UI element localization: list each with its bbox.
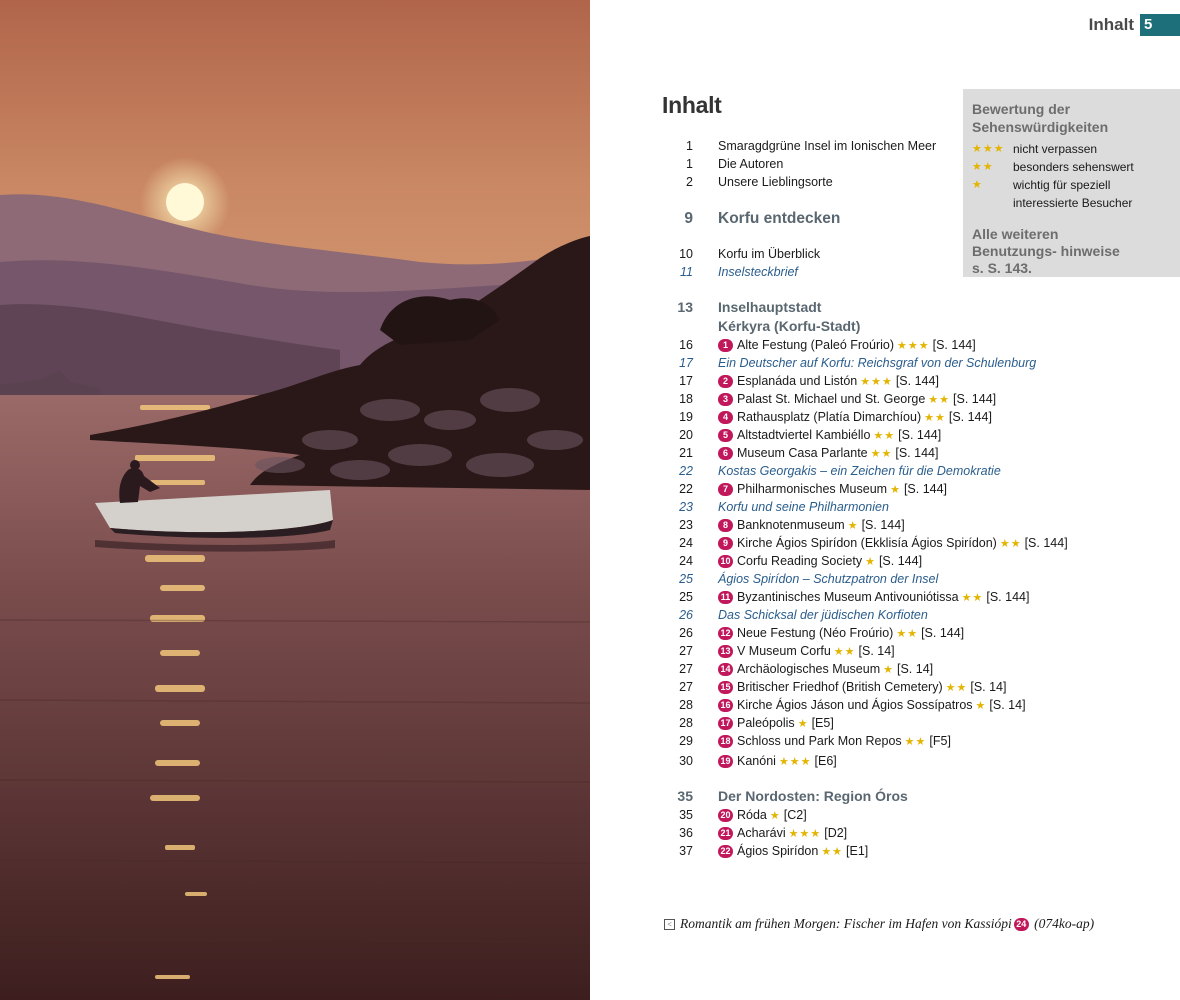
sight-number-badge: 5 <box>718 429 733 442</box>
toc-page-number: 17 <box>679 356 693 370</box>
toc-entry-title: Museum Casa Parlante <box>737 446 868 460</box>
toc-page-number: 11 <box>680 265 693 279</box>
map-reference: [F5] <box>929 734 951 748</box>
toc-page-number: 30 <box>679 754 693 768</box>
toc-entry-title: Corfu Reading Society <box>737 554 863 568</box>
toc-entry-content <box>718 661 933 678</box>
toc-entry-title: Rathausplatz (Platía Dimarchíou) <box>737 410 922 424</box>
star-icon: ★★ <box>873 430 896 442</box>
sight-number-badge: 22 <box>718 845 733 858</box>
star-icon: ★★ <box>961 592 984 604</box>
toc-entry-content <box>718 553 922 570</box>
toc-entry-content <box>718 318 860 335</box>
toc-entry-content <box>718 409 992 426</box>
sight-number-badge: 21 <box>718 827 733 840</box>
sight-number-badge: 18 <box>718 735 733 748</box>
toc-entry-content <box>718 355 1036 371</box>
toc-entry-title: Smaragdgrüne Insel im Ionischen Meer <box>718 139 937 153</box>
toc-page-number: 2 <box>686 175 693 189</box>
toc-page-number: 23 <box>679 518 693 532</box>
toc-entry-content <box>718 264 798 280</box>
toc-page-number: 19 <box>679 410 693 424</box>
map-reference: [S. 144] <box>1024 536 1068 550</box>
toc-page-number: 20 <box>679 428 693 442</box>
toc-entry-content <box>718 788 908 805</box>
toc-page-number: 26 <box>679 608 693 622</box>
toc-page-number: 37 <box>679 844 693 858</box>
rating-legend <box>963 89 1180 277</box>
map-reference: [E6] <box>814 754 837 768</box>
toc-entry-title: Korfu entdecken <box>718 210 841 227</box>
toc-entry-title: Byzantinisches Museum Antivouniótissa <box>737 590 959 604</box>
map-reference: [S. 144] <box>895 446 939 460</box>
toc-page <box>590 0 1180 1000</box>
running-head <box>1089 14 1180 36</box>
toc-entry-content <box>718 156 783 172</box>
toc-page-number: 9 <box>684 210 693 227</box>
map-reference: [S. 144] <box>898 428 942 442</box>
legend-title: Bewertung der Sehenswürdigkeiten <box>972 101 1109 135</box>
toc-page-number: 21 <box>679 446 693 460</box>
sight-number-badge: 13 <box>718 645 733 658</box>
map-reference: [D2] <box>824 826 848 840</box>
map-reference: [S. 144] <box>861 518 905 532</box>
sight-number-badge: 3 <box>718 393 733 406</box>
toc-entry-content <box>718 571 938 587</box>
star-icon: ★★ <box>999 538 1022 550</box>
star-icon: ★ <box>883 664 894 676</box>
toc-page-number: 35 <box>679 808 693 822</box>
toc-page-number: 17 <box>679 374 693 388</box>
star-icon: ★ <box>847 520 859 532</box>
toc-entry-title: Alte Festung (Paleó Froúrio) <box>737 338 895 352</box>
toc-entry-title: Kirche Ágios Jáson und Ágios Sossípatros <box>737 698 973 712</box>
sight-number-badge: 20 <box>718 809 733 822</box>
toc-entry-title: Acharávi <box>737 826 786 840</box>
toc-page-number: 24 <box>679 536 693 550</box>
toc-title: Inhalt <box>662 92 722 118</box>
toc-page-number: 10 <box>679 247 693 261</box>
sight-number-badge: 8 <box>718 519 733 532</box>
toc-page-number: 16 <box>679 338 693 352</box>
toc-page-number: 27 <box>679 644 693 658</box>
toc-page-number: 27 <box>679 662 693 676</box>
legend-row <box>972 158 1180 176</box>
star-icon: ★★ <box>870 448 893 460</box>
map-reference: [S. 144] <box>903 482 948 496</box>
sight-number-badge: 11 <box>718 591 733 604</box>
star-icon: ★ <box>890 484 901 496</box>
toc-page-number: 13 <box>677 299 693 315</box>
toc-page-number: 35 <box>677 788 693 804</box>
toc-entry-content <box>718 807 807 824</box>
star-icon: ★ <box>797 718 809 730</box>
running-head-title: Inhalt <box>1088 15 1134 34</box>
caption-badge: 24 <box>1014 918 1029 931</box>
toc-entry-title: Der Nordosten: Region Óros <box>718 788 908 804</box>
toc-entry-title: Paleópolis <box>737 716 795 730</box>
toc-entry-title: Inselhauptstadt <box>718 299 822 315</box>
toc-entry-title: Inselsteckbrief <box>718 265 798 279</box>
toc-page-number: 28 <box>679 698 693 712</box>
map-reference: [S. 14] <box>897 662 934 676</box>
toc-page-number: 1 <box>686 157 693 171</box>
toc-page-number: 26 <box>679 626 693 640</box>
star-icon: ★★★ <box>788 828 822 840</box>
toc-entry-title: Kostas Georgakis – ein Zeichen für die Demokratie <box>718 464 1001 478</box>
toc-entry-content <box>718 625 964 642</box>
toc-entry-title: Kérkyra (Korfu-Stadt) <box>718 318 861 334</box>
toc-entry-content <box>718 643 895 660</box>
toc-entry-content <box>718 138 936 154</box>
toc-page-number: 1 <box>686 139 693 153</box>
toc-entry-title: Altstadtviertel Kambiéllo <box>737 428 871 442</box>
toc-entry-content <box>718 174 833 190</box>
sight-number-badge: 1 <box>718 339 733 352</box>
toc-entry-title: Esplanáda und Listón <box>737 374 858 388</box>
toc-entry-content <box>718 445 938 462</box>
toc-entry-content <box>718 589 1029 606</box>
toc-entry-title: Britischer Friedhof (British Cemetery) <box>737 680 943 694</box>
toc-entry-title: Banknotenmuseum <box>737 518 845 532</box>
toc-entry-content <box>718 210 840 228</box>
toc-entry-content <box>718 535 1068 552</box>
caption-code: (074ko-ap) <box>1034 916 1095 931</box>
toc-page-number: 28 <box>679 716 693 730</box>
star-icon: ★★★ <box>778 756 812 768</box>
toc-entry-content <box>718 499 889 515</box>
sight-number-badge: 2 <box>718 375 733 388</box>
toc-entry-title: Das Schicksal der jüdischen Korfioten <box>718 608 928 622</box>
star-icon: ★★ <box>833 646 856 658</box>
toc-entry-title: V Museum Corfu <box>737 644 831 658</box>
legend-row <box>972 176 1180 212</box>
star-icon: ★★★ <box>897 340 930 352</box>
toc-entry-title: Ágios Spirídon – Schutzpatron der Insel <box>718 572 939 586</box>
map-reference: [S. 144] <box>895 374 939 388</box>
toc-entry-content <box>718 733 951 750</box>
toc-entry-content <box>718 679 1006 696</box>
toc-entry-content <box>718 373 939 390</box>
map-reference: [S. 144] <box>986 590 1030 604</box>
toc-entry-title: Korfu und seine Philharmonien <box>718 500 889 514</box>
caption-text: Romantik am frühen Morgen: Fischer im Hafen von Kassiópi <box>680 916 1012 931</box>
sight-number-badge: 4 <box>718 411 733 424</box>
toc-entry-content <box>718 463 1001 479</box>
toc-entry-title: Unsere Lieblingsorte <box>718 175 833 189</box>
toc-entry-title: Schloss und Park Mon Repos <box>737 734 902 748</box>
toc-page-number: 25 <box>679 590 693 604</box>
sight-number-badge: 16 <box>718 699 733 712</box>
toc-page-number: 24 <box>679 554 693 568</box>
toc-entry-content <box>718 517 905 534</box>
toc-page-number: 18 <box>679 392 693 406</box>
legend-label: besonders sehenswert <box>1013 160 1134 174</box>
map-reference: [S. 14] <box>970 680 1007 694</box>
legend-rows <box>972 140 1180 212</box>
toc-entry-title: Korfu im Überblick <box>718 247 821 261</box>
toc-entry-content <box>718 843 868 860</box>
star-icon: ★★ <box>928 394 951 406</box>
star-icon: ★ <box>975 700 987 712</box>
toc-entry-title: Ein Deutscher auf Korfu: Reichsgraf von der Schulenburg <box>718 356 1037 370</box>
toc-entry-title: Palast St. Michael und St. George <box>737 392 926 406</box>
toc-page-number: 27 <box>679 680 693 694</box>
toc-entry-title: Róda <box>737 808 767 822</box>
sight-number-badge: 17 <box>718 717 733 730</box>
toc-entry-title: Kanóni <box>737 754 776 768</box>
toc-page-number: 36 <box>679 826 693 840</box>
star-icon: ★ <box>865 556 876 568</box>
toc-entry-content <box>718 246 820 262</box>
toc-entry-content <box>718 299 821 316</box>
map-reference: [S. 144] <box>953 392 997 406</box>
star-icon: ★★ <box>972 161 994 173</box>
legend-label: wichtig für speziell interessierte Besucher <box>1013 178 1133 210</box>
sight-number-badge: 14 <box>718 663 733 676</box>
toc-entry-content <box>718 825 847 842</box>
toc-entry-content <box>718 715 834 732</box>
toc-entry-content <box>718 697 1026 714</box>
star-icon: ★ <box>972 179 983 191</box>
legend-label: nicht verpassen <box>1013 142 1098 156</box>
star-icon: ★★ <box>945 682 968 694</box>
sight-number-badge: 15 <box>718 681 733 694</box>
star-icon: ★★★ <box>972 143 1005 155</box>
map-reference: [C2] <box>783 808 807 822</box>
toc-entry-title: Kirche Ágios Spirídon (Ekklisía Ágios Spirídon) <box>737 536 997 550</box>
toc-entry-content <box>718 607 928 623</box>
toc-entry-title: Archäologisches Museum <box>737 662 881 676</box>
toc-page-number: 22 <box>679 464 693 478</box>
sight-number-badge: 7 <box>718 483 733 496</box>
arrow-left-icon: < <box>664 919 675 930</box>
map-reference: [S. 144] <box>948 410 992 424</box>
toc-entry-content <box>718 337 976 354</box>
map-reference: [S. 14] <box>858 644 895 658</box>
toc-entry-content <box>718 427 941 444</box>
map-reference: [E5] <box>811 716 834 730</box>
sight-number-badge: 12 <box>718 627 733 640</box>
toc-entry-title: Die Autoren <box>718 157 784 171</box>
toc-page-number: 29 <box>679 734 693 748</box>
toc-page-number: 23 <box>679 500 693 514</box>
star-icon: ★★ <box>896 628 919 640</box>
star-icon: ★★ <box>924 412 946 424</box>
map-reference: [S. 14] <box>989 698 1026 712</box>
sight-number-badge: 19 <box>718 755 733 768</box>
map-reference: [E1] <box>846 844 869 858</box>
legend-row <box>972 140 1180 158</box>
photo-caption <box>664 916 1094 932</box>
legend-note: Alle weiteren Benutzungs- hinweise s. S. 143. <box>972 226 1120 276</box>
toc-entry-title: Ágios Spirídon <box>737 844 819 858</box>
toc-entry-content <box>718 753 837 770</box>
sight-number-badge: 10 <box>718 555 733 568</box>
sight-number-badge: 6 <box>718 447 733 460</box>
toc-entry-title: Neue Festung (Néo Froúrio) <box>737 626 894 640</box>
map-reference: [S. 144] <box>878 554 923 568</box>
toc-entry-title: Philharmonisches Museum <box>737 482 888 496</box>
star-icon: ★ <box>769 810 781 822</box>
star-icon: ★★★ <box>860 376 893 388</box>
page-number: 5 <box>1140 14 1180 36</box>
toc-page-number: 25 <box>679 572 693 586</box>
sight-number-badge: 9 <box>718 537 733 550</box>
star-icon: ★★ <box>904 736 927 748</box>
star-icon: ★★ <box>821 846 844 858</box>
toc-page-number: 22 <box>679 482 693 496</box>
map-reference: [S. 144] <box>921 626 965 640</box>
toc-entry-content <box>718 391 996 408</box>
map-reference: [S. 144] <box>932 338 976 352</box>
toc-entry-content <box>718 481 947 498</box>
